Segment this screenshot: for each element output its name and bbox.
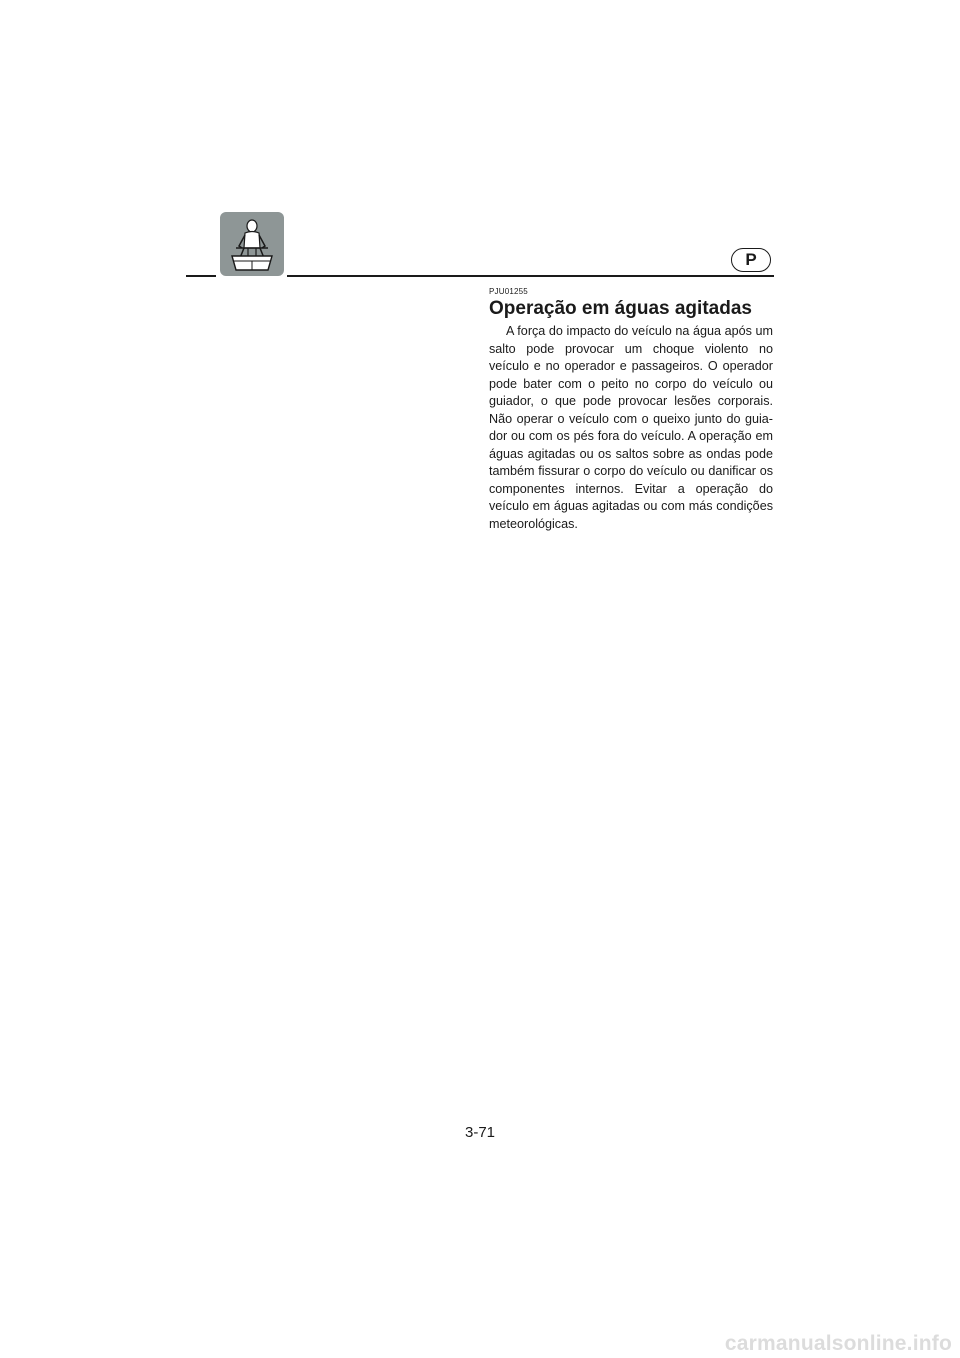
- section-body: A força do impacto do veículo na água após um salto pode provocar um choque violento no veículo e no operador e passageiros. O operador pode bater com o peito no corpo do veículo ou guiador, o que pode provocar lesões corporais. Não operar o veículo com o queixo junto do guiador ou com os pés fora do veículo. A operação em águas agitadas ou os saltos sobre as ondas pode também fissurar o corpo do veículo ou danificar os componentes internos. Evitar a operação do veículo em águas agitadas ou com más condições meteorológicas.: [489, 324, 773, 531]
- header-rule-left: [186, 275, 216, 277]
- watermark-url: carmanualsonline.info: [724, 1332, 952, 1355]
- section-title: Operação em águas agitadas: [489, 298, 752, 319]
- section-code: PJU01255: [489, 287, 528, 296]
- language-badge: P: [731, 248, 771, 272]
- page-number: 3-71: [464, 1124, 496, 1141]
- jet-ski-rider-icon: [220, 212, 284, 276]
- header-rule-right: [287, 275, 774, 277]
